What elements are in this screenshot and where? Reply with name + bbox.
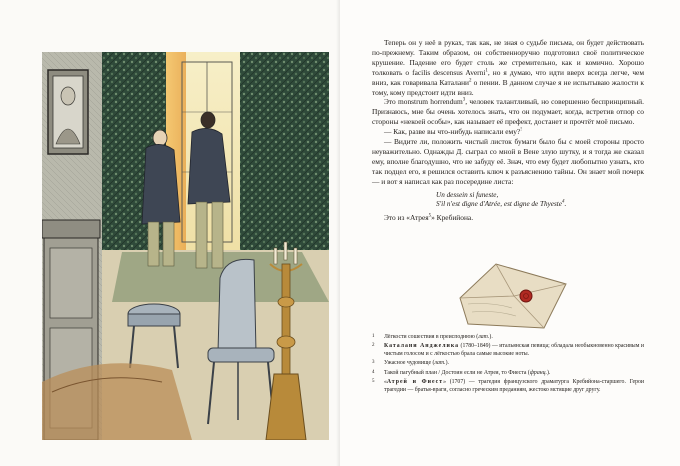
- interior-illustration: [42, 52, 329, 440]
- footnote: 3 Ужасное чудовище (лат.).: [372, 360, 450, 367]
- paragraph: — Как, разве вы что-нибудь написали ему?!: [384, 127, 522, 137]
- footnote: 2 Каталани Анджелика (1780–1849) — итальянская певица; обладала необыкновенно красивым и чистым голосом и с лёгкостью брала самые высокие ноты.: [372, 343, 644, 357]
- footnote: 1 Лёгкости сошествия в преисподнюю (лат.).: [372, 334, 493, 340]
- foreground-carpet: [42, 363, 192, 440]
- footnote: 5 «Атрей и Фиест» (1707) — трагедия французского драматурга Кребийона-старшего. Герои трагедии — братья-враги, согласно греческим преданиям, жестоко мстящие друг другу.: [372, 379, 645, 393]
- framed-portrait: [48, 70, 88, 154]
- paragraph: Теперь он у неё в руках, так как, не зная о судьбе письма, он будет действовать по-прежнему. Таким образом, он собственноручно подготовил своё политическое крушение. Падение его будет столь же стремительно, как и комично. Хорошо толковать о facilis descensus Averni$^1$, но я думаю, что идти вверх всегда легче, чем вниз, как говаривала Каталани$^2$ о пении. В данном случае я не испытываю жалости к тому, кому предстоит идти вниз.: [372, 38, 645, 97]
- paragraph: Это из «Атрея$^5$» Кребийона.: [384, 212, 474, 222]
- folded-letter-illustration: [452, 258, 570, 332]
- footnote: 4 Такой пагубный план / Достоин если не Атрея, то Фиеста (франц.).: [372, 369, 551, 376]
- paragraph: Это monstrum horrendum$^3$, человек талантливый, но совершенно беспринципный. Признаюсь, мне бы очень хотелось знать, что он подумает, когда, встретив отпор со стороны «некоей особы», как называет её префект, достанет и прочтёт моё письмо.: [372, 97, 644, 127]
- paragraph: — Видите ли, положить чистый листок бумаги было бы с моей стороны просто неуважительно. Однажды Д. сыграл со мной в Вене злую шутку, и я тогда же сказал ему, вполне благодушно, что не забуду её. Знач, что ему будет любопытно узнать, кто так подцел его, я решился оставить ключ к разъяснению тайны. Он знает мой почерк — и вот я написал как раз посередине листа:: [372, 137, 644, 186]
- main-text: [372, 38, 644, 223]
- footnotes: [372, 334, 644, 396]
- wax-seal-icon: [520, 290, 532, 302]
- verse-quote: Un dessein si funeste, S'il n'est digne d'Atrée, est digne de Thyeste$^4$.: [436, 190, 567, 209]
